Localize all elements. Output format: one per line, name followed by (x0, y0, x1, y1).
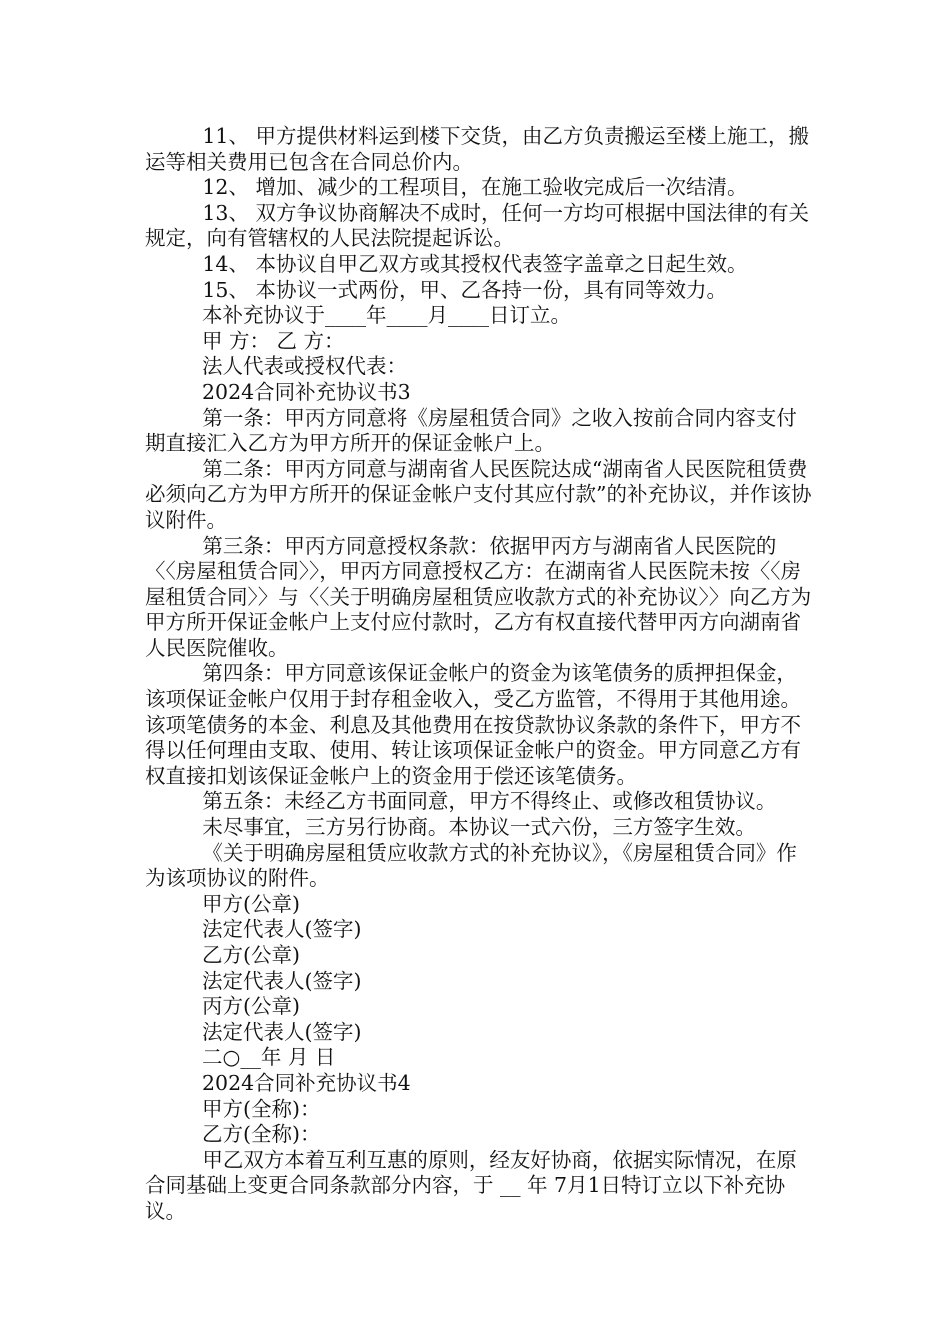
party-b-fullname: 乙方(全称)： (202, 1122, 321, 1147)
clause-15: 15、 本协议一式两份，甲、乙各持一份，具有同等效力。 (202, 277, 727, 302)
party-c-seal: 丙方(公章) (202, 994, 300, 1019)
article-3: 第三条：甲丙方同意授权条款：依据甲丙方与湖南省人民医院的〈〈房屋租赁合同〉〉，甲丙方同意授权乙方：在湖南省人民医院未按〈〈房屋租赁合同〉〉与〈〈关于明确房屋租赁应收款方式的补充协议〉〉向乙方为甲方所开保证金帐户上支付应付款时，乙方有权直接代替甲丙方向湖南省人民医院催收。 (145, 533, 812, 660)
legal-representative-line: 法人代表或授权代表： (202, 354, 407, 379)
clause-14: 14、 本协议自甲乙双方或其授权代表签字盖章之日起生效。 (202, 251, 748, 276)
clause-11: 11、 甲方提供材料运到楼下交货，由乙方负责搬运至楼上施工，搬运等相关费用已包含在合同总价内。 (145, 124, 809, 174)
article-5: 第五条：未经乙方书面同意，甲方不得终止、或修改租赁协议。 (202, 789, 777, 814)
party-a-fullname: 甲方(全称)： (202, 1096, 321, 1121)
party-c-representative: 法定代表人(签字) (202, 1019, 362, 1044)
party-signature-line: 甲 方： 乙 方： (202, 328, 345, 353)
party-b-seal: 乙方(公章) (202, 943, 300, 967)
clause-12: 12、 增加、减少的工程项目，在施工验收完成后一次结清。 (202, 175, 748, 200)
article-4: 第四条：甲方同意该保证金帐户的资金为该笔债务的质押担保金，该项保证金帐户仅用于封存租金收入，受乙方监管，不得用于其他用途。该项笔债务的本金、利息及其他费用在按贷款协议条款的条件下，甲方不得以任何理由支取、使用、转让该项保证金帐户的资金。甲方同意乙方有权直接扣划该保证金帐户上的资金用于偿还该笔债务。 (145, 661, 801, 788)
article-1: 第一条：甲丙方同意将《房屋租赁合同》之收入按前合同内容支付期直接汇入乙方为甲方所开的保证金帐户上。 (145, 405, 797, 456)
preamble: 甲乙双方本着互利互惠的原则，经友好协商，依据实际情况，在原合同基础上变更合同条款部分内容，于 __ 年 7月1日特订立以下补充协议。 (145, 1147, 797, 1223)
party-a-seal: 甲方(公章) (202, 891, 300, 916)
article-2: 第二条：甲丙方同意与湖南省人民医院达成“湖南省人民医院租赁费必须向乙方为甲方所开的保证金帐户支付其应付款”的补充协议，并作该协议附件。 (145, 456, 812, 532)
signing-date-line: 本补充协议于____年____月____日订立。 (202, 303, 571, 328)
clause-13: 13、 双方争议协商解决不成时，任何一方均可根据中国法律的有关规定，向有管辖权的人民法院提起诉讼。 (145, 200, 809, 251)
section-heading-4: 2024合同补充协议书4 (202, 1070, 411, 1095)
party-b-representative: 法定代表人(签字) (202, 968, 362, 993)
document-body (145, 124, 815, 1225)
attachment-clause: 《关于明确房屋租赁应收款方式的补充协议》，《房屋租赁合同》作为该项协议的附件。 (145, 840, 797, 891)
party-a-representative: 法定代表人(签字) (202, 917, 362, 942)
date-line: 二○__年 月 日 (202, 1045, 336, 1070)
misc-clause: 未尽事宜，三方另行协商。本协议一式六份，三方签字生效。 (202, 815, 756, 840)
section-heading-3: 2024合同补充协议书3 (202, 379, 411, 404)
